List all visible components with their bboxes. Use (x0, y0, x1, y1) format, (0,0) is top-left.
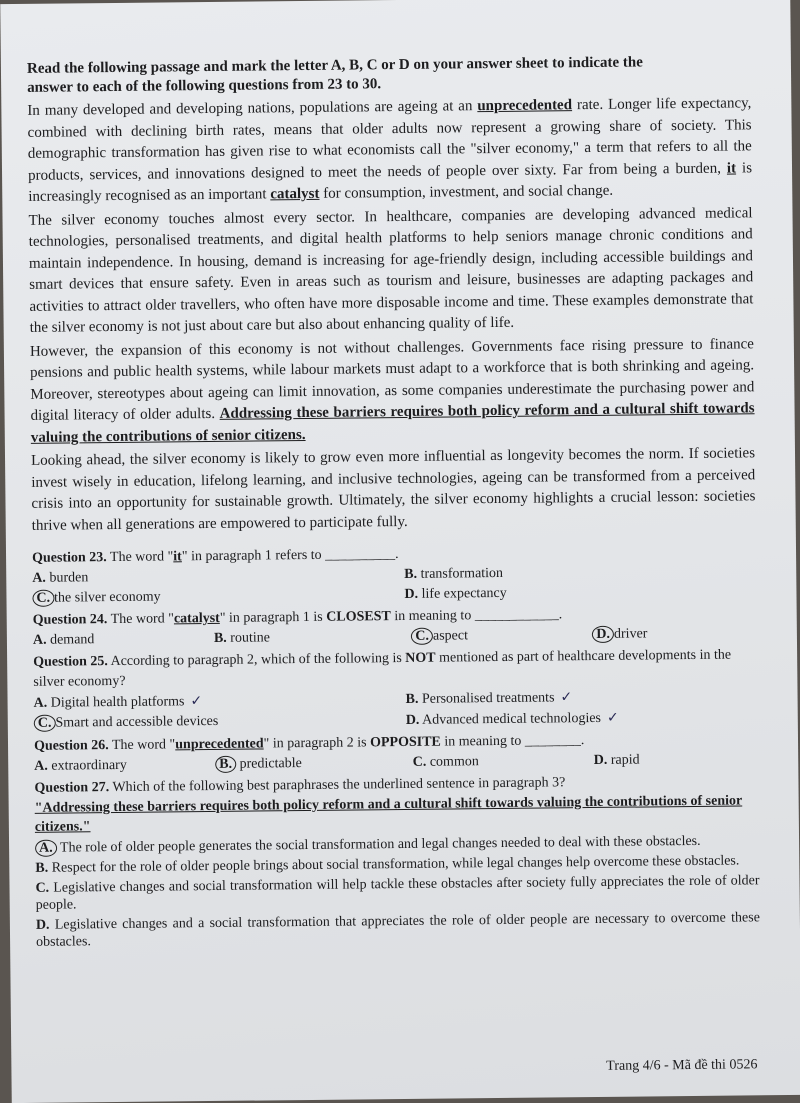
q26-c-text: common (429, 754, 479, 770)
q23-option-c[interactable] (32, 585, 384, 609)
letter-c-circled: C. (32, 590, 54, 607)
q26-a-text: extraordinary (51, 757, 127, 774)
instruction-line-1: Read the following passage and mark the letter A, B, C or D on your answer sheet to indicate the (26, 54, 643, 77)
q26-d-text: rapid (610, 752, 640, 768)
q27-c-text: Legislative changes and social transformation will help tackle these obstacles after society fully appreciates the role of older people. (35, 873, 760, 913)
q27-quote: "Addressing these barriers requires both policy reform and a cultural shift towards valuing the contributions of senior citizens." (34, 793, 743, 835)
paragraph-3 (30, 334, 755, 449)
letter-c-circled: C. (34, 715, 56, 732)
q27-d-text: Legislative changes and a social transformation that appreciates the role of older people are necessary to overcome these obstacles. (36, 910, 760, 950)
q23-a-text: burden (49, 570, 89, 586)
q23-word: it (173, 549, 182, 565)
q27-option-d[interactable] (36, 909, 760, 951)
q26-label: Question 26. (33, 738, 109, 754)
q26-text-c: in meaning to ________. (440, 733, 585, 750)
letter-a: A. (33, 695, 48, 711)
q27-label: Question 27. (34, 780, 110, 796)
q26-option-a[interactable] (34, 755, 215, 777)
q27-option-c[interactable] (35, 872, 759, 914)
letter-c: C. (35, 880, 50, 896)
letter-b: B. (405, 691, 419, 707)
page-footer: Trang 4/6 - Mã đề thi 0526 (606, 1057, 758, 1074)
q26-option-c[interactable] (413, 751, 594, 773)
letter-c: C. (412, 754, 427, 770)
q25-emph: NOT (405, 650, 436, 666)
q25-option-c[interactable] (34, 710, 386, 735)
letter-b: B. (213, 630, 227, 646)
letter-c-circled: C. (411, 628, 433, 645)
checkmark-icon: ✓ (560, 689, 573, 706)
q23-text-a: The word " (106, 549, 174, 566)
q25-a-text: Digital health platforms (50, 694, 185, 711)
p1-text-d: for consumption, investment, and social change. (319, 182, 614, 202)
q25-options (33, 685, 757, 735)
paragraph-4: Looking ahead, the silver economy is likely to grow even more influential as longevity becomes the norm. If societies invest wisely in education, lifelong learning, and inclusive technologies, ageing can be transformed from a perceived crisis into an opportunity for sustainable growth. Ultimately, the silver economy highlights a crucial lesson: societies thrive when all generations are empowered to participate fully. (30, 445, 756, 534)
p3-text: However, the expansion of this economy is not without challenges. Governments face rising pressure to finance pensions and public health systems, while labour markets must adapt to a workforce that is both shrinking and ageing. Moreover, stereotypes about ageing can limit innovation, as some companies underestimate the purchasing power and digital literacy of older adults. (29, 335, 755, 424)
p1-catalyst: catalyst (270, 185, 320, 203)
q24-text-a: The word " (107, 611, 174, 628)
q24-option-c[interactable] (411, 625, 592, 647)
p1-text-b: rate. Longer life expectancy, combined with declining birth rates, means that older adults now represent a growing share of society. This demographic transformation has given rise to what economists call the "silver economy," a term that refers to all the products, services, and innovations designed to meet the needs of people over sixty. Far from being a burden, (27, 95, 752, 184)
letter-a: A. (32, 632, 47, 648)
q24-word: catalyst (173, 610, 220, 627)
letter-d: D. (405, 712, 420, 728)
checkmark-icon: ✓ (606, 709, 619, 726)
q26-text-a: The word " (108, 737, 176, 754)
letter-d: D. (404, 586, 419, 602)
q23-label: Question 23. (31, 550, 107, 566)
p1-it: it (726, 159, 737, 177)
instruction-line-2: answer to each of the following questions from 23 to 30. (27, 76, 382, 96)
q27-a-text: The role of older people generates the social transformation and legal changes needed to deal with these obstacles. (59, 833, 701, 856)
q24-emph: CLOSEST (326, 609, 391, 625)
paragraph-1 (27, 93, 752, 208)
q24-label: Question 24. (32, 612, 108, 628)
letter-b: B. (35, 860, 49, 876)
q27-b-text: Respect for the role of older people brings about social transformation, while legal changes help overcome these obstacles. (51, 853, 740, 876)
letter-d: D. (593, 752, 608, 768)
q23-c-text: the silver economy (54, 589, 161, 606)
letter-a-circled: A. (35, 840, 57, 857)
q25-option-d[interactable] (406, 706, 758, 731)
p3-underlined-sentence: Addressing these barriers requires both policy reform and a cultural shift towards valuing the contributions of senior citizens. (30, 400, 755, 446)
q23-d-text: life expectancy (421, 585, 507, 602)
letter-d: D. (35, 917, 50, 933)
q26-text-b: " in paragraph 2 is (263, 735, 371, 752)
paragraph-2: The silver economy touches almost every sector. In healthcare, companies are developing advanced medical technologies, personalised treatments, and digital health platforms to help seniors manage chronic conditions and maintain independence. In housing, demand is increasing for age-friendly design, including accessible buildings and smart devices that ensure safety. Even in areas such as tourism and leisure, businesses are adapting packages and activities to attract older travellers, who often have more disposable income and time. These examples demonstrate that the silver economy is not just about care but also about enhancing quality of life. (28, 204, 754, 336)
q26-b-text: predictable (239, 756, 302, 772)
q23-options (32, 561, 756, 609)
q24-option-a[interactable] (33, 629, 214, 651)
q24-c-text: aspect (432, 628, 469, 644)
q24-option-b[interactable] (214, 627, 412, 649)
q26-word: unprecedented (175, 736, 264, 753)
checkmark-icon: ✓ (190, 693, 203, 710)
q24-b-text: routine (230, 630, 270, 646)
instruction-header (27, 52, 751, 98)
q25-label: Question 25. (33, 654, 108, 670)
letter-a: A. (34, 758, 48, 774)
q27-text: Which of the following best paraphrases the underlined sentence in paragraph 3? (109, 775, 566, 796)
p1-text-a: In many developed and developing nations, populations are ageing at an (27, 98, 478, 119)
q25-c-text: Smart and accessible devices (55, 713, 219, 731)
q24-text-c: in meaning to ____________. (390, 607, 563, 625)
letter-b: B. (404, 566, 418, 582)
q25-d-text: Advanced medical technologies (422, 710, 602, 728)
q25-b-text: Personalised treatments (421, 690, 555, 707)
letter-b-circled: B. (215, 756, 236, 773)
q24-a-text: demand (49, 632, 95, 648)
p1-text-c: is increasingly recognised as an important (28, 159, 753, 205)
letter-a: A. (32, 570, 46, 586)
q25-text-a: According to paragraph 2, which of the following is (107, 650, 406, 670)
q26-option-d[interactable] (594, 749, 759, 771)
questions-section (32, 541, 760, 951)
q24-option-d[interactable] (592, 623, 757, 645)
q25-text-b: mentioned as part of healthcare developments in the silver economy? (33, 647, 732, 690)
q24-d-text: driver (613, 626, 648, 642)
q23-option-d[interactable] (404, 581, 756, 605)
q26-option-b[interactable] (215, 753, 413, 775)
p1-unprecedented: unprecedented (477, 97, 573, 115)
q23-text-b: " in paragraph 1 refers to __________. (181, 547, 399, 565)
q26-emph: OPPOSITE (369, 734, 441, 751)
q23-b-text: transformation (420, 565, 504, 582)
q24-text-b: " in paragraph 1 is (219, 609, 327, 626)
letter-d-circled: D. (592, 626, 614, 643)
